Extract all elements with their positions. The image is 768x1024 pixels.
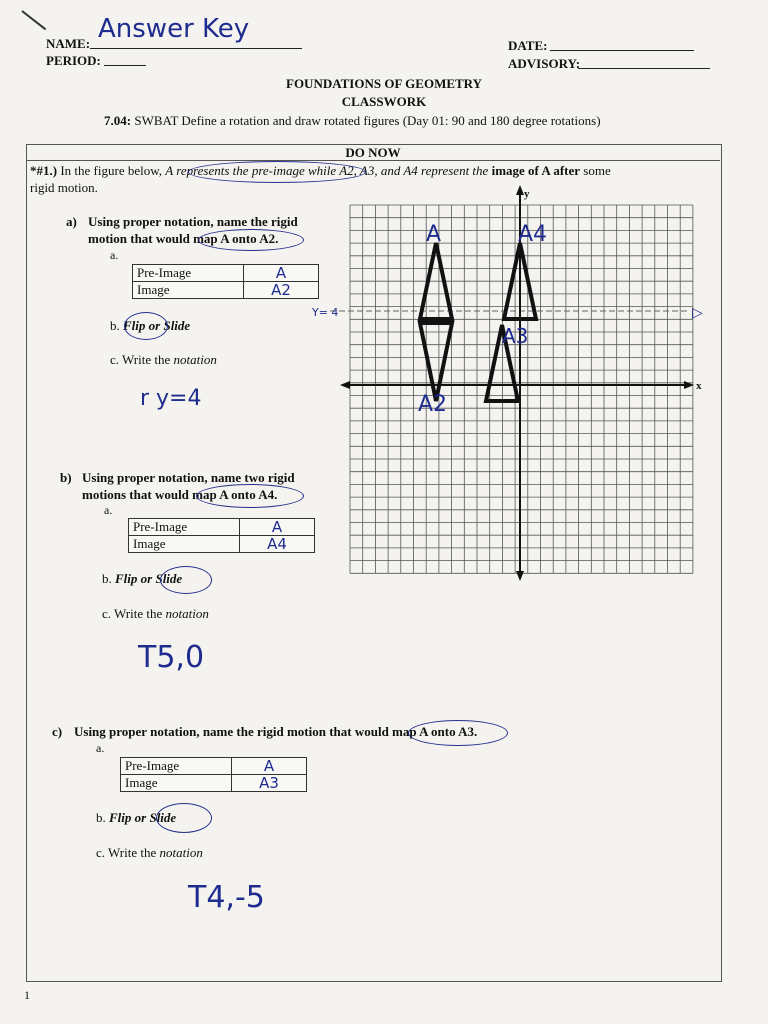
part-c-letter: c) bbox=[52, 724, 63, 739]
image-value: A4 bbox=[240, 536, 315, 553]
part-b-letter: b) bbox=[60, 470, 72, 485]
label-a4: A4 bbox=[518, 222, 548, 247]
image-label: Image bbox=[121, 775, 232, 792]
flip-option: Flip bbox=[109, 810, 132, 825]
pre-image-label: Pre-Image bbox=[133, 265, 244, 282]
part-c-sub-a: a. bbox=[96, 741, 105, 755]
part-b-answer: T5,0 bbox=[138, 640, 205, 675]
objective-number: 7.04: bbox=[104, 113, 132, 128]
line-arrow-icon: ▷ bbox=[692, 305, 703, 321]
period-line bbox=[104, 65, 146, 66]
write-the: Write the bbox=[122, 352, 171, 367]
part-c-write-notation bbox=[96, 845, 203, 861]
date-label: DATE: bbox=[508, 38, 548, 53]
y-axis-arrow-down-icon bbox=[516, 571, 524, 581]
or-word: or bbox=[140, 571, 153, 586]
figure-a2 bbox=[420, 323, 452, 401]
annotation-circle bbox=[408, 720, 508, 746]
annotation-circle bbox=[156, 803, 212, 833]
x-axis-label: x bbox=[696, 380, 702, 392]
part-a-line1: Using proper notation, name the rigid bbox=[88, 214, 298, 229]
annotation-circle bbox=[198, 229, 304, 251]
date-line bbox=[550, 50, 694, 51]
part-b-line1: Using proper notation, name two rigid bbox=[82, 470, 295, 485]
slide-option: Slide bbox=[155, 571, 183, 586]
part-a-sub-a: a. bbox=[110, 248, 119, 262]
annotation-circle bbox=[188, 161, 366, 183]
question-number: *#1.) bbox=[30, 163, 58, 178]
pen-mark-icon bbox=[21, 10, 46, 30]
pre-image-label: Pre-Image bbox=[121, 758, 232, 775]
notation-word: notation bbox=[159, 845, 203, 860]
line-label: Y= 4 bbox=[312, 306, 339, 319]
advisory-label: ADVISORY: bbox=[508, 56, 581, 71]
pre-image-value: A bbox=[232, 758, 307, 775]
part-c-table bbox=[120, 757, 307, 792]
coordinate-grid bbox=[330, 185, 710, 585]
image-value: A2 bbox=[244, 282, 319, 299]
sub-c: c. bbox=[110, 352, 120, 367]
period-label: PERIOD: bbox=[46, 53, 101, 68]
x-axis-arrow-left-icon bbox=[340, 381, 350, 389]
flip-option: Flip bbox=[123, 318, 146, 333]
question-text-3: while A2, A3, and A4 represent the bbox=[308, 163, 489, 178]
objective-text: SWBAT Define a rotation and draw rotated figures (Day 01: 90 and 180 degree rotations) bbox=[134, 113, 601, 128]
do-now-title: DO NOW bbox=[345, 145, 401, 160]
image-label: Image bbox=[129, 536, 240, 553]
sub-c: c. bbox=[102, 606, 112, 621]
sub-c: c. bbox=[96, 845, 106, 860]
write-the: Write the bbox=[114, 606, 163, 621]
part-a-line2: motion that would map A onto A2. bbox=[88, 231, 279, 246]
annotation-circle bbox=[160, 566, 212, 594]
name-value: Answer Key bbox=[98, 14, 250, 44]
label-a2: A2 bbox=[418, 392, 448, 417]
part-c-line1: Using proper notation, name the rigid motion that would map A onto A3. bbox=[74, 724, 478, 739]
classwork-title: CLASSWORK bbox=[341, 94, 427, 109]
name-line bbox=[90, 48, 302, 49]
question-text-5: some bbox=[583, 163, 611, 178]
part-a-write-notation bbox=[110, 352, 217, 368]
slide-option: Slide bbox=[163, 318, 191, 333]
write-the: Write the bbox=[108, 845, 157, 860]
y-axis-arrow-icon bbox=[516, 185, 524, 195]
or-word: or bbox=[148, 318, 161, 333]
part-b-write-notation bbox=[102, 606, 209, 622]
pre-image-value: A bbox=[244, 265, 319, 282]
course-title: FOUNDATIONS OF GEOMETRY bbox=[286, 76, 482, 91]
part-a-answer: r y=4 bbox=[140, 386, 202, 411]
notation-word: notation bbox=[173, 352, 217, 367]
sub-b: b. bbox=[102, 571, 112, 586]
flip-option: Flip bbox=[115, 571, 138, 586]
or-word: or bbox=[134, 810, 147, 825]
grid-lines bbox=[350, 205, 693, 573]
sub-b: b. bbox=[96, 810, 106, 825]
part-c-answer: T4,-5 bbox=[188, 880, 265, 915]
part-b-line2: motions that would map A onto A4. bbox=[82, 487, 278, 502]
part-a-table bbox=[132, 264, 319, 299]
label-a3: A3 bbox=[502, 324, 529, 348]
question-text-1: In the figure below, bbox=[60, 163, 163, 178]
pre-image-value: A bbox=[240, 519, 315, 536]
advisory-line bbox=[578, 68, 710, 69]
part-b-table bbox=[128, 518, 315, 553]
image-value: A3 bbox=[232, 775, 307, 792]
part-b-sub-a: a. bbox=[104, 503, 113, 517]
question-text-4: image of A after bbox=[491, 163, 581, 178]
annotation-circle bbox=[196, 484, 304, 508]
y-axis-label: y bbox=[524, 188, 530, 200]
page-number: 1 bbox=[24, 988, 30, 1002]
image-label: Image bbox=[133, 282, 244, 299]
objective bbox=[104, 113, 601, 129]
notation-word: notation bbox=[165, 606, 209, 621]
label-a: A bbox=[426, 222, 442, 247]
slide-option: Slide bbox=[149, 810, 177, 825]
question-prompt bbox=[30, 163, 710, 179]
name-label: NAME: bbox=[46, 36, 91, 51]
annotation-circle bbox=[124, 312, 168, 340]
question-text-6: rigid motion. bbox=[30, 180, 98, 195]
sub-b: b. bbox=[110, 318, 120, 333]
question-text-2: A represents the pre-image bbox=[165, 163, 305, 178]
pre-image-label: Pre-Image bbox=[129, 519, 240, 536]
part-a-letter: a) bbox=[66, 214, 77, 229]
